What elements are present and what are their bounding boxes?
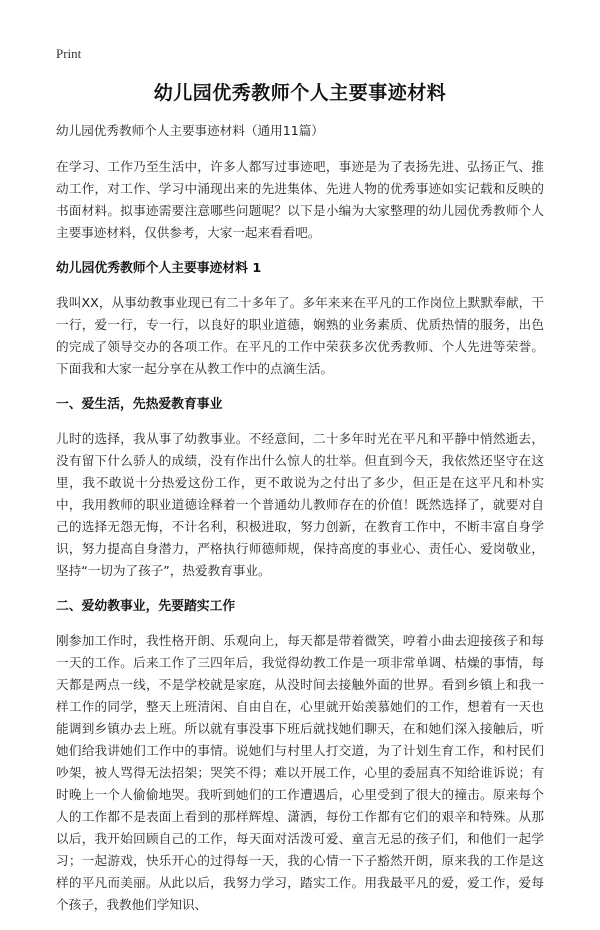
- print-link[interactable]: Print: [56, 46, 82, 61]
- article-body: [56, 120, 544, 930]
- section-paragraph: 我叫XX，从事幼教事业现已有二十多年了。多年来来在平凡的工作岗位上默默奉献，干一行，爱一行，专一行，以良好的职业道德，娴熟的业务素质、优质热情的服务，出色的完成了领导交办的各项工作。在平凡的工作中荣获多次优秀教师、个人先进等荣誉。下面我和大家一起分享在从教工作中的点滴生活。: [56, 295, 544, 376]
- paragraph-love-life: 儿时的选择，我从事了幼教事业。不经意间，二十多年时光在平凡和平静中悄然逝去，没有留下什么骄人的成绩，没有作出什么惊人的壮举。但直到今天，我依然还坚守在这里，我不敢说十分热爱这份工作，更不敢说为之付出了多少，但正是在这平凡和朴实中，我用教师的职业道德诠释着一个普通幼儿教师存在的价值！既然选择了，就要对自己的选择无怨无悔，不计名利，积极进取，努力创新，在教育工作中，不断丰富自身学识，努力提高自身潜力，严格执行师德师规，保持高度的事业心、责任心、爱岗敬业，坚持“一切为了孩子”，热爱教育事业。: [56, 431, 544, 578]
- intro-paragraph: 在学习、工作乃至生活中，许多人都写过事迹吧，事迹是为了表扬先进、弘扬正气、推动工作，对工作、学习中涌现出来的先进集体、先进人物的优秀事迹如实记载和反映的书面材料。拟事迹需要注意哪些问题呢？以下是小编为大家整理的幼儿园优秀教师个人主要事迹材料，仅供参考，大家一起来看看吧。: [56, 159, 544, 240]
- page-title: 幼儿园优秀教师个人主要事迹材料: [153, 82, 447, 104]
- subheading-work-hard: 二、爱幼教事业，先要踏实工作: [56, 599, 236, 614]
- article-subtitle: 幼儿园优秀教师个人主要事迹材料（通用11篇）: [56, 123, 324, 138]
- paragraph-work-hard: 刚参加工作时，我性格开朗、乐观向上，每天都是带着微笑，哼着小曲去迎接孩子和每一天的工作。后来工作了三四年后，我觉得幼教工作是一项非常单调、枯燥的事情，每天都是两点一线，不是学校就是家庭，从没时间去接触外面的世界。看到乡镇上和我一样工作的同学，整天上班清闲、自由自在，心里就开始羡慕她们的工作，想着有一天也能调到乡镇办去上班。所以就有事没事下班后就找她们聊天，在和她们深入接触后，听她们给我讲她们工作中的事情。说她们与村里人打交道，为了计划生育工作，和村民们吵架，被人骂得无法招架；哭笑不得；难以开展工作，心里的委屈真不知给谁诉说；有时晚上一个人偷偷地哭。我听到她们的工作遭遇后，心里受到了很大的撞击。原来每个人的工作都不是表面上看到的那样辉煌、潇洒，每份工作都有它们的艰辛和特殊。从那以后，我开始回顾自己的工作，每天面对活泼可爱、童言无忌的孩子们，和他们一起学习；一起游戏，快乐开心的过得每一天，我的心情一下子豁然开朗，原来我的工作是这样的平凡而美丽。从此以后，我努力学习，踏实工作。用我最平凡的爱，爱工作，爱每个孩子，我教他们学知识、: [56, 633, 544, 912]
- section-heading: 幼儿园优秀教师个人主要事迹材料 1: [56, 261, 262, 276]
- subheading-love-life: 一、爱生活，先热爱教育事业: [56, 397, 223, 412]
